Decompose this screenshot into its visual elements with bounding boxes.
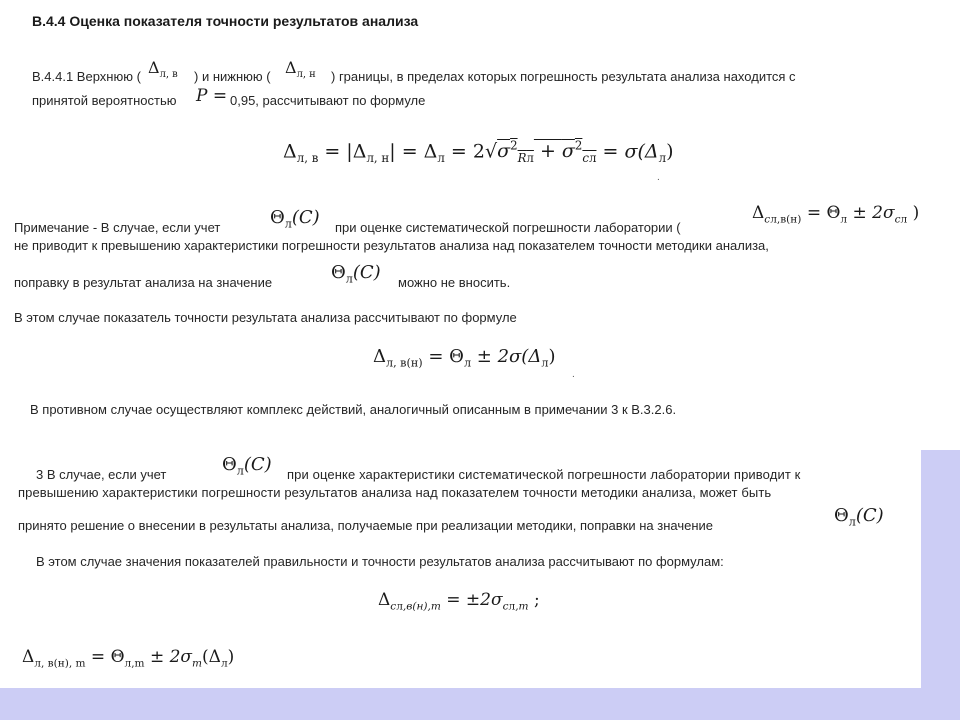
symbol-delta-upper — [148, 58, 178, 80]
f1-sub-c: c — [582, 151, 589, 166]
note-text-d: поправку в результат анализа на значение — [14, 275, 273, 290]
formula-2 — [373, 346, 555, 370]
f3-sig-sub-c: c — [502, 600, 509, 613]
p4-text-d: принято решение о внесении в результаты анализа, получаемые при реализации методики, поправки на значение — [18, 518, 714, 533]
f1-two: 2 — [472, 140, 485, 163]
nf-sig-sub-cl: л — [900, 213, 908, 226]
f1-sub-r: R — [517, 151, 527, 166]
f4-sub: л, в(н), m — [34, 657, 86, 670]
formula-1: $\Delta_{л, в} = |\Delta_{л, н}| = \Delta_л = 2√\sigma^2_{Rл} + \sigma^2_{cл} = \sigma(\Delta_л)$ — [283, 139, 674, 166]
nf-sig-sub-c: c — [894, 213, 901, 226]
f1-rhs-close: ) — [666, 140, 674, 163]
f4-pm: ± 2σ — [149, 647, 193, 667]
f1-delta-lower: Δ — [352, 140, 367, 163]
f1-sub-cl: л — [588, 151, 597, 166]
f3-pm: ±2σ — [465, 590, 503, 610]
p3-text: В противном случае осуществляют комплекс действий, аналогичный описанным в примечании 3 к В.3.2.6. — [30, 402, 677, 417]
f1-rhs: σ(Δ — [624, 140, 659, 163]
delta-glyph: Δ — [285, 58, 297, 77]
theta-glyph: Θ — [834, 505, 849, 526]
f3-sub-cl: л — [396, 600, 403, 613]
p1-text-e: 0,95, рассчитывают по формуле — [230, 93, 426, 108]
f2-theta-sub: л — [463, 356, 472, 370]
theta-expr-4 — [834, 505, 884, 529]
theta-subscript: л — [236, 464, 244, 478]
p1-text-a: В.4.4.1 Верхнюю ( — [32, 69, 141, 84]
theta-subscript: л — [345, 272, 353, 286]
delta-lower-subscript: л, н — [296, 69, 316, 81]
f2-close: ) — [548, 346, 556, 367]
f4-sig-sub: m — [192, 657, 203, 670]
f4-delta-sub: л — [220, 657, 228, 670]
f1-sigma-r: σ — [497, 140, 511, 163]
theta-argument: (C) — [243, 454, 272, 475]
nf-theta-sub: л — [840, 213, 848, 226]
f3-sub-c: c — [390, 600, 397, 613]
nf-theta: Θ — [826, 203, 841, 223]
nf-pm: ± 2σ — [852, 203, 895, 223]
formula-1-mark: . — [657, 172, 660, 183]
delta-upper-subscript: л, в — [159, 69, 178, 81]
note-text-a: Примечание - В случае, если учет — [14, 220, 221, 235]
note-text-b: при оценке систематической погрешности лаборатории ( — [335, 220, 681, 235]
p-equals-sign: = — [212, 86, 228, 106]
theta-expr-2 — [331, 262, 381, 286]
theta-argument: (C) — [855, 505, 884, 526]
f4-theta-sub: л,m — [124, 657, 145, 670]
accent-band-bottom — [0, 688, 960, 720]
p4-text-b: при оценке характеристики систематической погрешности лаборатории приводит к — [287, 467, 801, 482]
f1-sub-l: л — [437, 151, 445, 166]
p1-text-d: принятой вероятностью — [32, 93, 177, 108]
nf-delta: Δ — [752, 203, 765, 223]
f1-rhs-sub: л — [658, 151, 667, 166]
delta-glyph: Δ — [148, 58, 160, 77]
theta-glyph: Θ — [331, 262, 346, 283]
f3-semicolon: ; — [533, 590, 540, 610]
f2-theta: Θ — [449, 346, 464, 367]
note-text-c: не приводит к превышению характеристики погрешности результатов анализа над показателем точности методики анализа, — [14, 238, 769, 253]
theta-subscript: л — [284, 217, 292, 231]
theta-glyph: Θ — [270, 207, 285, 228]
f1-radicand: $\sigma^2_{Rл} + \sigma^2_{cл}$ — [497, 139, 597, 166]
nf-eq: = — [806, 203, 822, 223]
f4-paren: (Δ — [202, 647, 221, 667]
f1-sub-upper: л, в — [296, 151, 319, 166]
p1-text-c: ) границы, в пределах которых погрешность результата анализа находится с — [331, 69, 796, 84]
f1-delta-upper: Δ — [283, 140, 297, 163]
symbol-delta-lower — [285, 58, 316, 80]
f3-eq: = — [446, 590, 461, 610]
note-text-e: можно не вносить. — [398, 275, 511, 290]
f2-delta-sub: л — [541, 356, 549, 370]
nf-sub-cl: л — [770, 213, 777, 226]
p1-text-b: ) и нижнюю ( — [194, 69, 271, 84]
f2-delta: Δ — [373, 346, 386, 367]
section-title: В.4.4 Оценка показателя точности результатов анализа — [32, 13, 419, 29]
nf-close: ) — [912, 203, 920, 223]
formula-3 — [378, 590, 540, 612]
f2-pm: ± 2σ(Δ — [476, 346, 542, 367]
f1-sub-lower: л, н — [366, 151, 390, 166]
p-letter: P — [196, 86, 208, 106]
f3-delta: Δ — [378, 590, 391, 610]
accent-band-right — [921, 450, 960, 720]
theta-subscript: л — [848, 515, 856, 529]
nf-sub-rest: ,в(н) — [776, 213, 802, 226]
f1-sub-rl: л — [526, 151, 534, 166]
f1-delta-l: Δ — [423, 140, 438, 163]
formula-4 — [22, 647, 234, 669]
theta-argument: (C) — [291, 207, 320, 228]
theta-glyph: Θ — [222, 454, 237, 475]
p4-text-c: превышению характеристики погрешности результатов анализа над показателем точности методики анализа, может быть — [18, 485, 772, 500]
f4-delta: Δ — [22, 647, 35, 667]
f2-eq: = — [428, 346, 444, 367]
nf-sub-c: c — [764, 213, 771, 226]
p4-text-a: 3 В случае, если учет — [36, 467, 167, 482]
p2-text: В этом случае показатель точности результата анализа рассчитывают по формуле — [14, 310, 517, 325]
f3-sig-sub-m: ,m — [515, 600, 529, 613]
f4-theta: Θ — [110, 647, 125, 667]
theta-expr-3 — [222, 454, 272, 478]
note-formula — [752, 203, 919, 225]
f1-sigma-c: σ — [561, 140, 575, 163]
symbol-p-equals — [196, 86, 227, 106]
p5-text: В этом случае значения показателей правильности и точности результатов анализа рассчитывают по формулам: — [36, 554, 724, 569]
theta-argument: (C) — [352, 262, 381, 283]
formula-2-mark: . — [572, 369, 575, 380]
f4-close: ) — [227, 647, 235, 667]
f3-sub-rest: ,в(н),m — [402, 600, 441, 613]
f2-sub: л, в(н) — [386, 356, 423, 370]
f3-sig-sub-cl: л — [508, 600, 516, 613]
f4-eq: = — [90, 647, 106, 667]
theta-expr-1 — [270, 207, 320, 231]
